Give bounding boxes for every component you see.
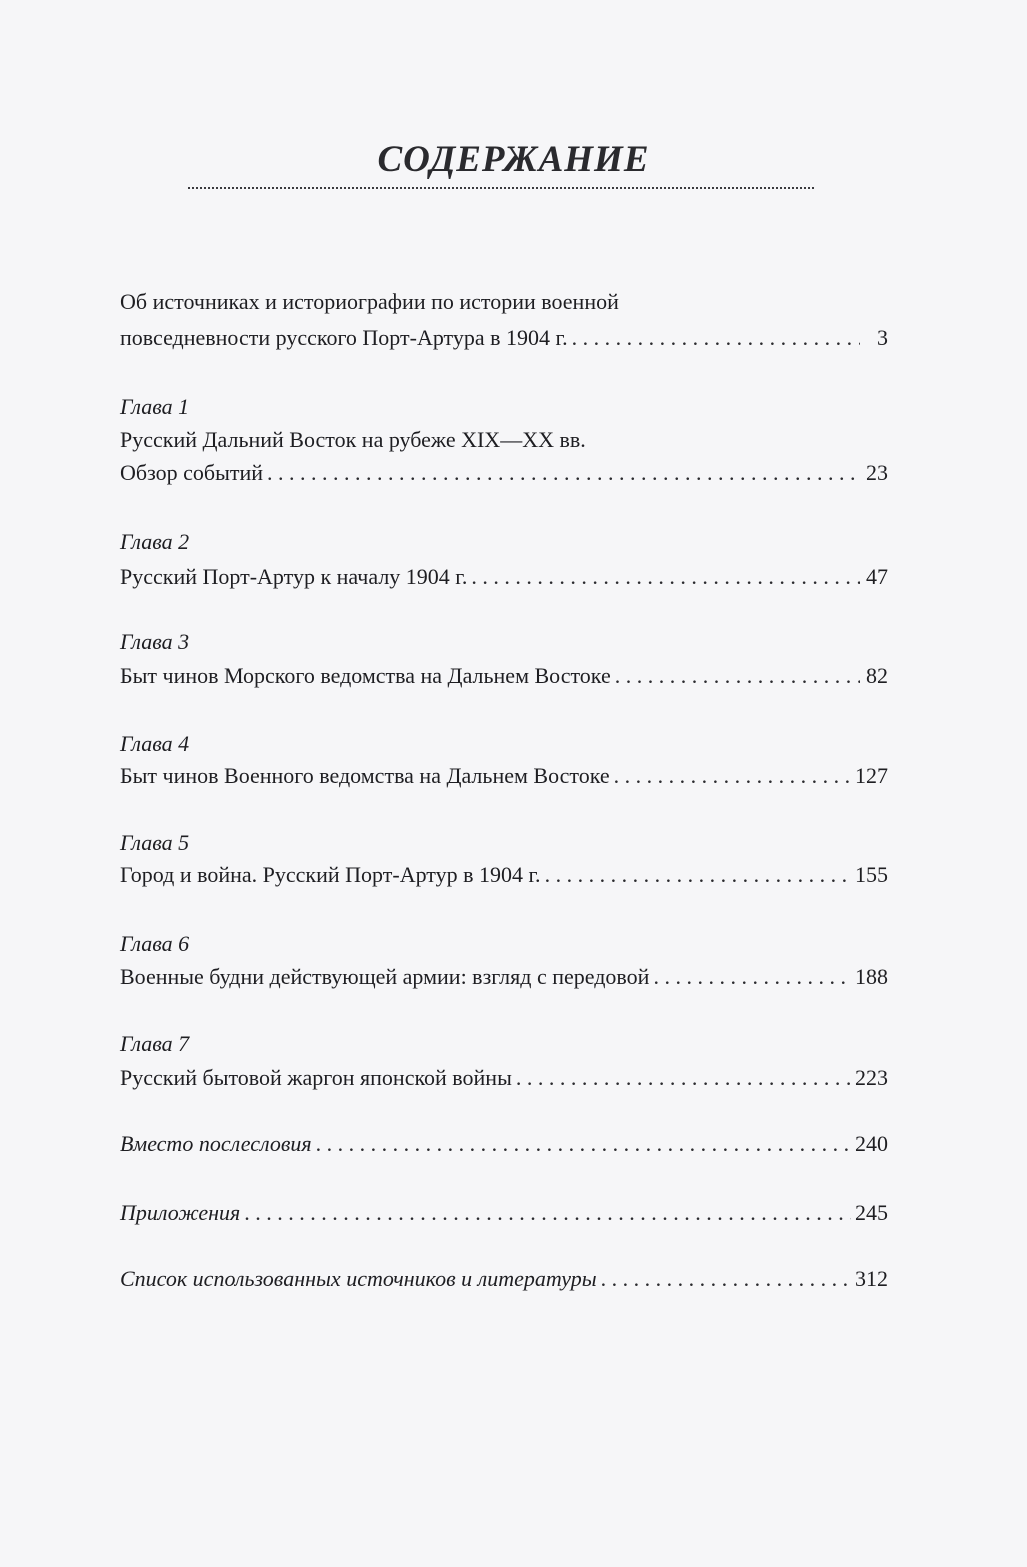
chapter-title: Быт чинов Морского ведомства на Дальнем Востоке <box>120 663 611 688</box>
page-number: 155 <box>855 862 888 887</box>
chapter-title: Быт чинов Военного ведомства на Дальнем Востоке <box>120 763 610 788</box>
backmatter-title: Вместо послесловия <box>120 1131 312 1156</box>
chapter-label: Глава 3 <box>120 629 190 654</box>
toc-entry-afterword[interactable] <box>120 1130 888 1158</box>
title-dotted-rule <box>188 187 814 189</box>
backmatter-title: Список использованных источников и литературы <box>120 1266 597 1291</box>
toc-entry-chapter-6[interactable] <box>120 963 888 991</box>
dot-leader <box>316 1130 851 1158</box>
dot-leader <box>615 662 860 690</box>
toc-entry-intro[interactable] <box>120 324 888 352</box>
page-title: СОДЕРЖАНИЕ <box>377 139 650 180</box>
toc-entry-appendices[interactable] <box>120 1199 888 1227</box>
chapter-label: Глава 5 <box>120 830 190 855</box>
page-number: 82 <box>866 663 888 688</box>
page-number: 240 <box>855 1131 888 1156</box>
toc-entry-chapter-3[interactable] <box>120 662 888 690</box>
dot-leader <box>244 1199 851 1227</box>
chapter-title: Город и война. Русский Порт-Артур в 1904 г. <box>120 862 541 887</box>
chapter-title: Русский бытовой жаргон японской войны <box>120 1065 512 1090</box>
page-number: 23 <box>866 460 888 485</box>
page-number: 188 <box>855 964 888 989</box>
intro-line-1: Об источниках и историографии по истории военной <box>120 289 619 314</box>
page-number: 47 <box>866 564 888 589</box>
dot-leader <box>614 762 851 790</box>
chapter-label: Глава 1 <box>120 394 190 419</box>
chapter-label: Глава 4 <box>120 731 190 756</box>
chapter-title-line: Русский Дальний Восток на рубеже XIX—XX вв. <box>120 427 586 452</box>
chapter-label: Глава 2 <box>120 529 190 554</box>
dot-leader <box>572 324 860 352</box>
page-number: 3 <box>877 325 888 350</box>
chapter-label: Глава 6 <box>120 931 190 956</box>
dot-leader <box>601 1265 851 1293</box>
page-number: 312 <box>855 1266 888 1291</box>
dot-leader <box>471 563 860 591</box>
dot-leader <box>516 1064 851 1092</box>
page-number: 223 <box>855 1065 888 1090</box>
toc-entry-bibliography[interactable] <box>120 1265 888 1293</box>
toc-entry-chapter-7[interactable] <box>120 1064 888 1092</box>
chapter-title: Обзор событий <box>120 460 264 485</box>
backmatter-title: Приложения <box>120 1200 241 1225</box>
chapter-title: Военные будни действующей армии: взгляд с передовой <box>120 964 650 989</box>
page-number: 127 <box>855 763 888 788</box>
chapter-title: Русский Порт-Артур к началу 1904 г. <box>120 564 468 589</box>
toc-entry-chapter-4[interactable] <box>120 762 888 790</box>
page-number: 245 <box>855 1200 888 1225</box>
toc-entry-chapter-5[interactable] <box>120 861 888 889</box>
dot-leader <box>653 963 851 991</box>
toc-entry-chapter-2[interactable] <box>120 563 888 591</box>
dot-leader <box>545 861 851 889</box>
dot-leader <box>267 459 860 487</box>
toc-entry-chapter-1[interactable] <box>120 459 888 487</box>
intro-line-2: повседневности русского Порт-Артура в 1904 г. <box>120 325 568 350</box>
chapter-label: Глава 7 <box>120 1031 190 1056</box>
